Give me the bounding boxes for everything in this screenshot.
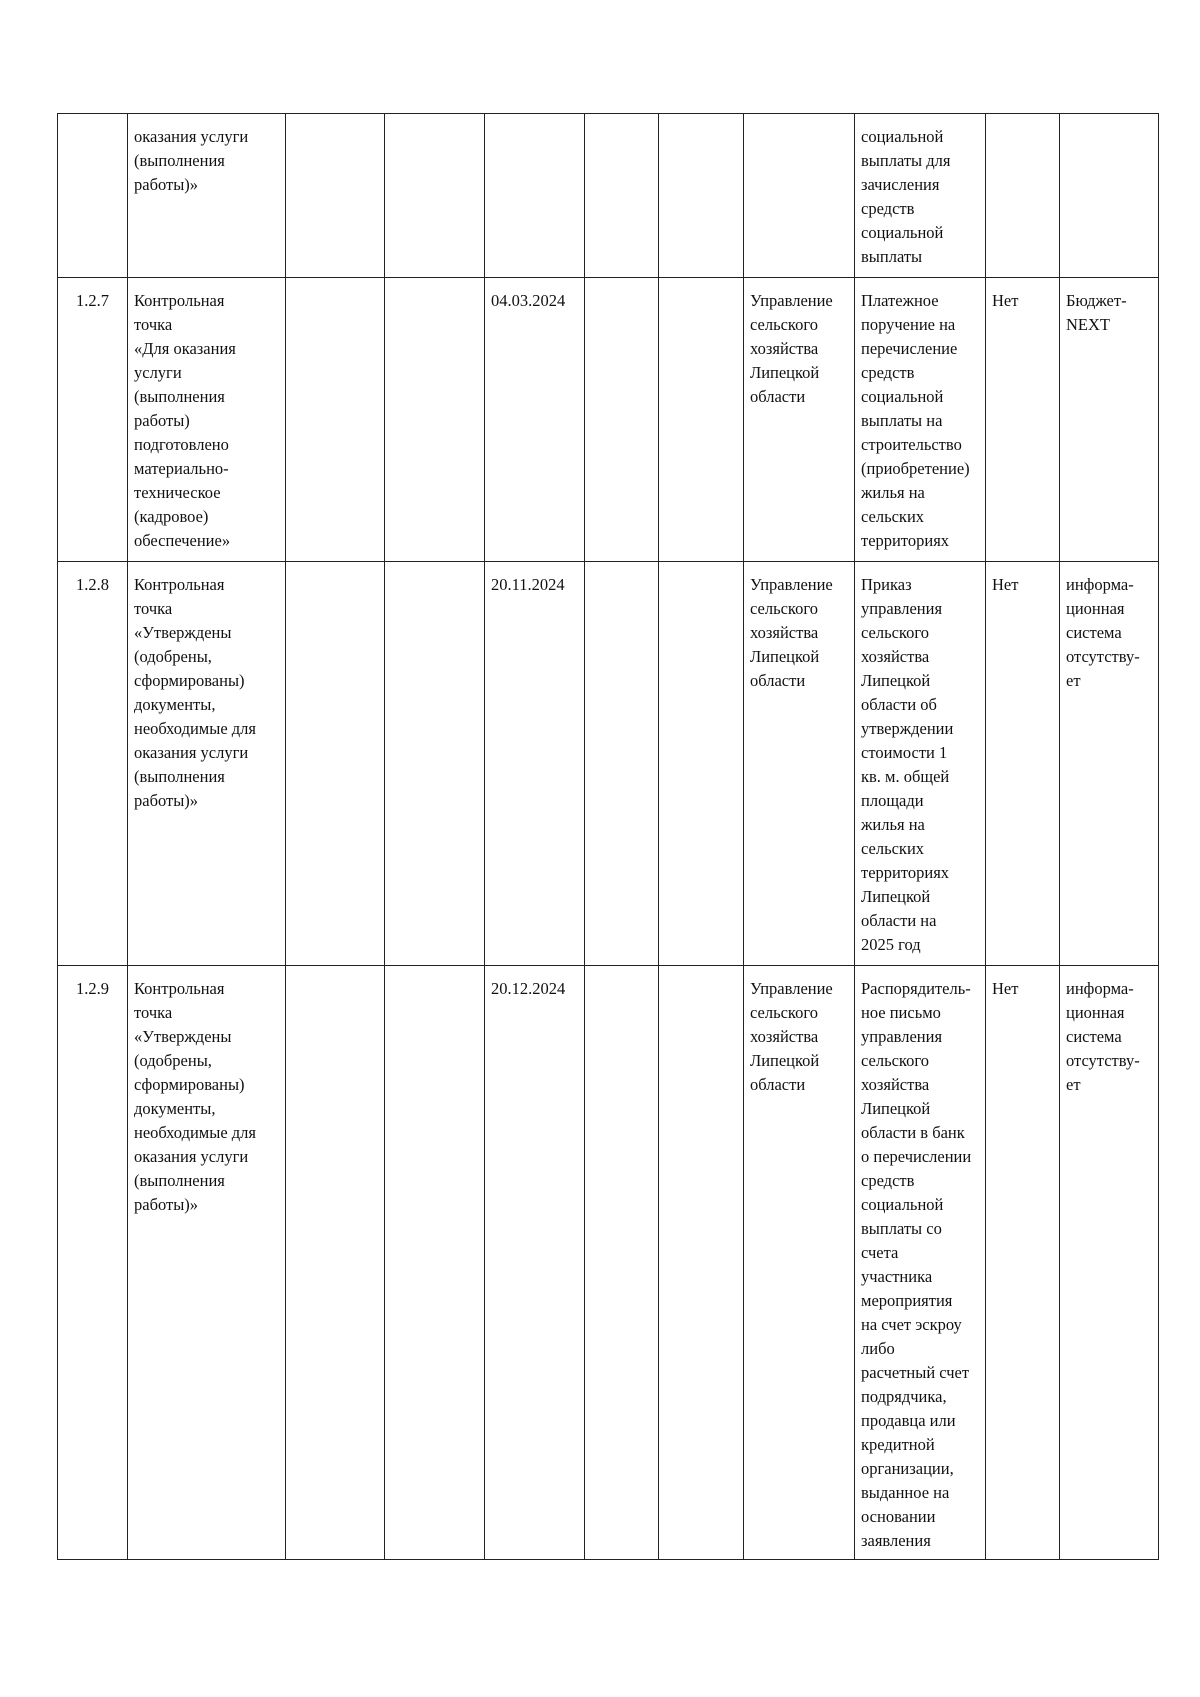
table-row-1-2-7 — [58, 278, 1159, 562]
cell-responsible: Управление сельского хозяйства Липецкой области — [744, 278, 855, 562]
cell-empty-6 — [585, 278, 659, 562]
cell-date: 20.11.2024 — [485, 562, 585, 966]
cell-responsible: Управление сельского хозяйства Липецкой области — [744, 966, 855, 1560]
cell-empty-6 — [585, 562, 659, 966]
cell-empty-4 — [385, 966, 485, 1560]
cell-flag — [986, 114, 1060, 278]
cell-number — [58, 114, 128, 278]
table-row-1-2-9 — [58, 966, 1159, 1560]
cell-information-system: информа- ционная система отсутству- ет — [1060, 966, 1159, 1560]
cell-empty-6 — [585, 966, 659, 1560]
cell-number: 1.2.9 — [58, 966, 128, 1560]
cell-flag: Нет — [986, 278, 1060, 562]
cell-empty-7 — [659, 278, 744, 562]
cell-responsible — [744, 114, 855, 278]
cell-date: 04.03.2024 — [485, 278, 585, 562]
cell-empty-7 — [659, 966, 744, 1560]
cell-number: 1.2.8 — [58, 562, 128, 966]
control-points-table — [57, 113, 1159, 1560]
table-row-continuation — [58, 114, 1159, 278]
cell-information-system — [1060, 114, 1159, 278]
cell-number: 1.2.7 — [58, 278, 128, 562]
cell-empty-3 — [286, 966, 385, 1560]
cell-information-system: Бюджет- NEXT — [1060, 278, 1159, 562]
cell-control-point-name: Контрольная точка «Утверждены (одобрены, сформированы) документы, необходимые для оказания услуги (выполнения работы)» — [128, 562, 286, 966]
cell-date: 20.12.2024 — [485, 966, 585, 1560]
cell-empty-3 — [286, 278, 385, 562]
cell-empty-4 — [385, 278, 485, 562]
cell-document: Платежное поручение на перечисление средств социальной выплаты на строительство (приобретение) жилья на сельских территориях — [855, 278, 986, 562]
cell-information-system: информа- ционная система отсутству- ет — [1060, 562, 1159, 966]
cell-control-point-name: Контрольная точка «Утверждены (одобрены, сформированы) документы, необходимые для оказания услуги (выполнения работы)» — [128, 966, 286, 1560]
cell-control-point-name: Контрольная точка «Для оказания услуги (выполнения работы) подготовлено материально- техническое (кадровое) обеспечение» — [128, 278, 286, 562]
cell-flag: Нет — [986, 966, 1060, 1560]
cell-document: Распорядитель- ное письмо управления сельского хозяйства Липецкой области в банк о перечислении средств социальной выплаты со счета участника мероприятия на счет эскроу либо расчетный счет подрядчика, продавца или кредитной организации, выданное на основании заявления — [855, 966, 986, 1560]
cell-control-point-name: оказания услуги (выполнения работы)» — [128, 114, 286, 278]
cell-empty-4 — [385, 562, 485, 966]
cell-empty-6 — [585, 114, 659, 278]
cell-document: социальной выплаты для зачисления средств социальной выплаты — [855, 114, 986, 278]
cell-empty-7 — [659, 114, 744, 278]
cell-empty-4 — [385, 114, 485, 278]
cell-empty-7 — [659, 562, 744, 966]
cell-empty-3 — [286, 114, 385, 278]
cell-document: Приказ управления сельского хозяйства Липецкой области об утверждении стоимости 1 кв. м. общей площади жилья на сельских территориях Липецкой области на 2025 год — [855, 562, 986, 966]
cell-empty-3 — [286, 562, 385, 966]
cell-date — [485, 114, 585, 278]
cell-flag: Нет — [986, 562, 1060, 966]
table-row-1-2-8 — [58, 562, 1159, 966]
cell-responsible: Управление сельского хозяйства Липецкой области — [744, 562, 855, 966]
